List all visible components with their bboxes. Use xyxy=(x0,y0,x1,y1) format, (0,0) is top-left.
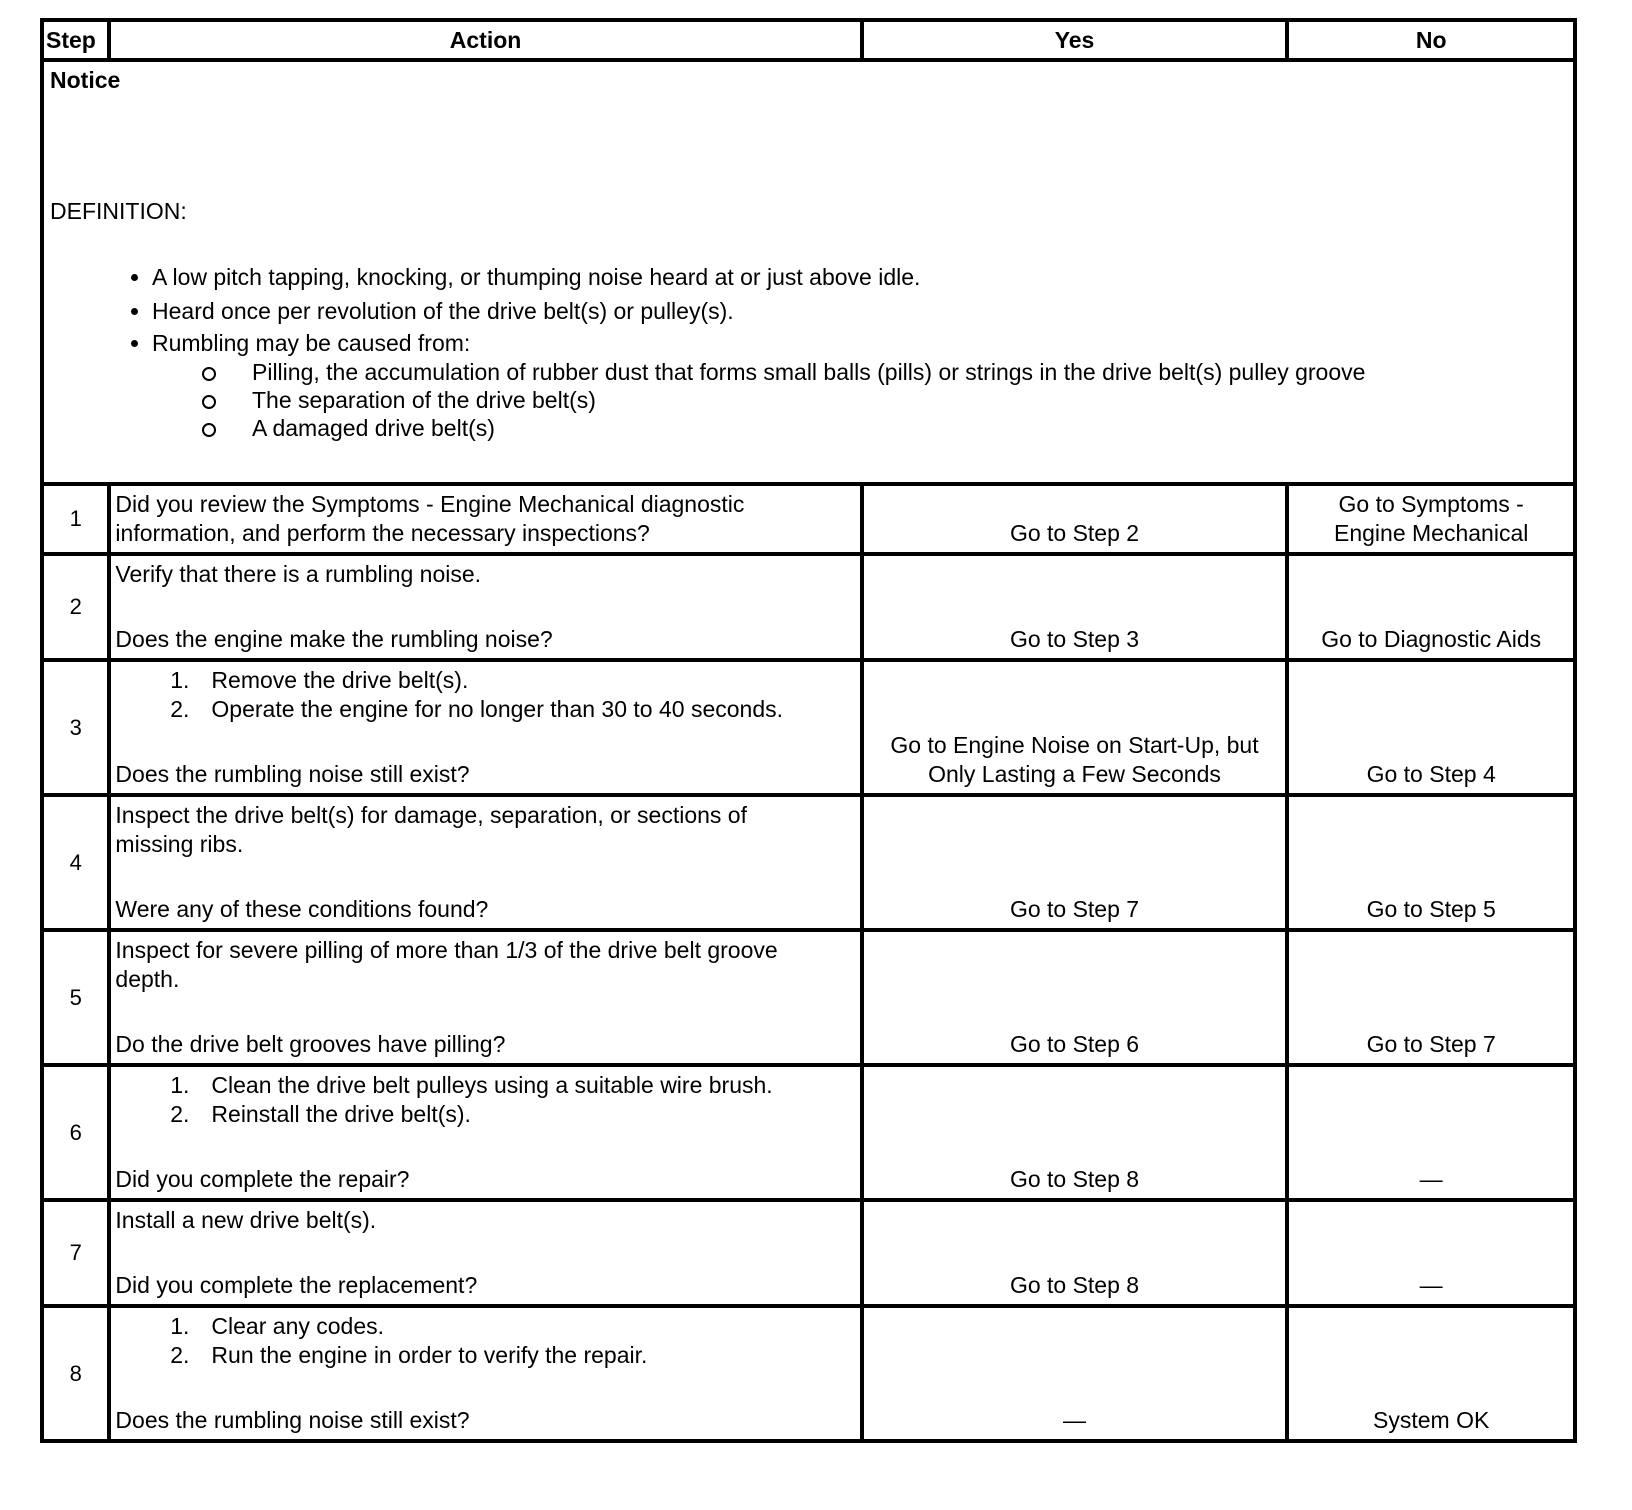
procedure-text: Reinstall the drive belt(s). xyxy=(211,1101,471,1127)
step-action xyxy=(109,484,861,554)
step-question: Does the rumbling noise still exist? xyxy=(115,761,470,787)
header-action: Action xyxy=(109,20,861,60)
cause-sub-list xyxy=(152,358,1567,442)
yes-result: — xyxy=(862,1306,1288,1441)
step-action xyxy=(109,660,861,795)
step-number: 5 xyxy=(42,930,109,1065)
step-row xyxy=(42,484,1575,554)
yes-result: Go to Step 8 xyxy=(862,1065,1288,1200)
action-line: depth. xyxy=(115,966,180,992)
no-result-line: Engine Mechanical xyxy=(1334,520,1529,546)
step-number: 1 xyxy=(42,484,109,554)
step-number: 6 xyxy=(42,1065,109,1200)
circle-bullet-icon xyxy=(202,367,216,381)
step-question: Does the rumbling noise still exist? xyxy=(115,1407,470,1433)
step-question: Were any of these conditions found? xyxy=(115,896,489,922)
step-number: 8 xyxy=(42,1306,109,1441)
header-no: No xyxy=(1287,20,1575,60)
no-result: Go to Step 5 xyxy=(1287,795,1575,930)
procedure-item: 1. Remove the drive belt(s). xyxy=(170,667,469,693)
yes-result: Go to Step 8 xyxy=(862,1200,1288,1306)
procedure-text: Clean the drive belt pulleys using a suitable wire brush. xyxy=(211,1072,773,1098)
procedure-list xyxy=(115,666,855,724)
circle-bullet-icon xyxy=(202,423,216,437)
yes-result-line: Go to Engine Noise on Start-Up, but xyxy=(890,732,1259,758)
procedure-item: 1. Clear any codes. xyxy=(170,1313,385,1339)
no-result-line: Go to Symptoms - xyxy=(1338,491,1524,517)
step-action xyxy=(109,795,861,930)
yes-result: Go to Step 7 xyxy=(862,795,1288,930)
step-number: 4 xyxy=(42,795,109,930)
definition-bullet xyxy=(152,328,1567,442)
action-line: information, and perform the necessary inspections? xyxy=(115,520,650,546)
procedure-item: 2. Reinstall the drive belt(s). xyxy=(170,1101,471,1127)
cause-item xyxy=(252,386,1567,414)
procedure-item: 1. Clean the drive belt pulleys using a suitable wire brush. xyxy=(170,1072,773,1098)
header-yes: Yes xyxy=(862,20,1288,60)
step-question: Did you complete the repair? xyxy=(115,1166,410,1192)
procedure-list xyxy=(115,1312,855,1370)
definition-bullet-list xyxy=(50,260,1567,442)
cause-text: A damaged drive belt(s) xyxy=(252,415,495,441)
action-line: Did you review the Symptoms - Engine Mechanical diagnostic xyxy=(115,491,745,517)
step-action xyxy=(109,1200,861,1306)
step-action xyxy=(109,1306,861,1441)
no-result: System OK xyxy=(1287,1306,1575,1441)
step-row xyxy=(42,554,1575,660)
step-question: Does the engine make the rumbling noise? xyxy=(115,626,553,652)
no-result: — xyxy=(1287,1200,1575,1306)
action-line: Install a new drive belt(s). xyxy=(115,1207,377,1233)
action-line: Inspect for severe pilling of more than 1/3 of the drive belt groove xyxy=(115,937,778,963)
procedure-text: Run the engine in order to verify the repair. xyxy=(211,1342,648,1368)
yes-result: Go to Step 3 xyxy=(862,554,1288,660)
step-row xyxy=(42,660,1575,795)
procedure-text: Remove the drive belt(s). xyxy=(211,667,469,693)
cause-text: Pilling, the accumulation of rubber dust that forms small balls (pills) or strings in the drive belt(s) pulley groove xyxy=(252,359,1366,385)
action-line: Inspect the drive belt(s) for damage, separation, or sections of xyxy=(115,802,747,828)
step-number: 3 xyxy=(42,660,109,795)
action-line: Verify that there is a rumbling noise. xyxy=(115,561,482,587)
procedure-text: Operate the engine for no longer than 30 to 40 seconds. xyxy=(211,696,783,722)
step-action xyxy=(109,554,861,660)
step-action xyxy=(109,930,861,1065)
diagnostic-table-document xyxy=(40,18,1577,1443)
header-step: Step xyxy=(42,20,109,60)
notice-cell xyxy=(42,60,1575,484)
step-row xyxy=(42,1306,1575,1441)
no-result: Go to Step 7 xyxy=(1287,930,1575,1065)
step-row xyxy=(42,930,1575,1065)
step-row xyxy=(42,1200,1575,1306)
definition-bullet: • A low pitch tapping, knocking, or thumping noise heard at or just above idle. xyxy=(152,260,1567,294)
cause-text: The separation of the drive belt(s) xyxy=(252,387,596,413)
yes-result xyxy=(862,660,1288,795)
procedure-item: 2. Run the engine in order to verify the repair. xyxy=(170,1342,648,1368)
step-action xyxy=(109,1065,861,1200)
notice-row xyxy=(42,60,1575,484)
definition-bullet-text: Rumbling may be caused from: xyxy=(152,330,471,356)
yes-result: Go to Step 2 xyxy=(862,484,1288,554)
no-result: Go to Diagnostic Aids xyxy=(1287,554,1575,660)
circle-bullet-icon xyxy=(202,395,216,409)
no-result xyxy=(1287,484,1575,554)
step-row xyxy=(42,1065,1575,1200)
no-result: — xyxy=(1287,1065,1575,1200)
step-question: Do the drive belt grooves have pilling? xyxy=(115,1031,506,1057)
step-question: Did you complete the replacement? xyxy=(115,1272,478,1298)
definition-bullet: • Heard once per revolution of the drive belt(s) or pulley(s). xyxy=(152,294,1567,328)
procedure-item: 2. Operate the engine for no longer than 30 to 40 seconds. xyxy=(170,696,783,722)
diagnostic-table xyxy=(40,18,1577,1443)
action-line: missing ribs. xyxy=(115,831,244,857)
step-number: 7 xyxy=(42,1200,109,1306)
no-result: Go to Step 4 xyxy=(1287,660,1575,795)
step-number: 2 xyxy=(42,554,109,660)
cause-item xyxy=(252,414,1567,442)
table-header-row xyxy=(42,20,1575,60)
yes-result-line: Only Lasting a Few Seconds xyxy=(928,761,1221,787)
cause-item xyxy=(252,358,1567,386)
step-row xyxy=(42,795,1575,930)
yes-result: Go to Step 6 xyxy=(862,930,1288,1065)
procedure-list xyxy=(115,1071,855,1129)
procedure-text: Clear any codes. xyxy=(211,1313,385,1339)
definition-label: DEFINITION: xyxy=(50,198,187,224)
notice-title: Notice xyxy=(50,67,121,93)
